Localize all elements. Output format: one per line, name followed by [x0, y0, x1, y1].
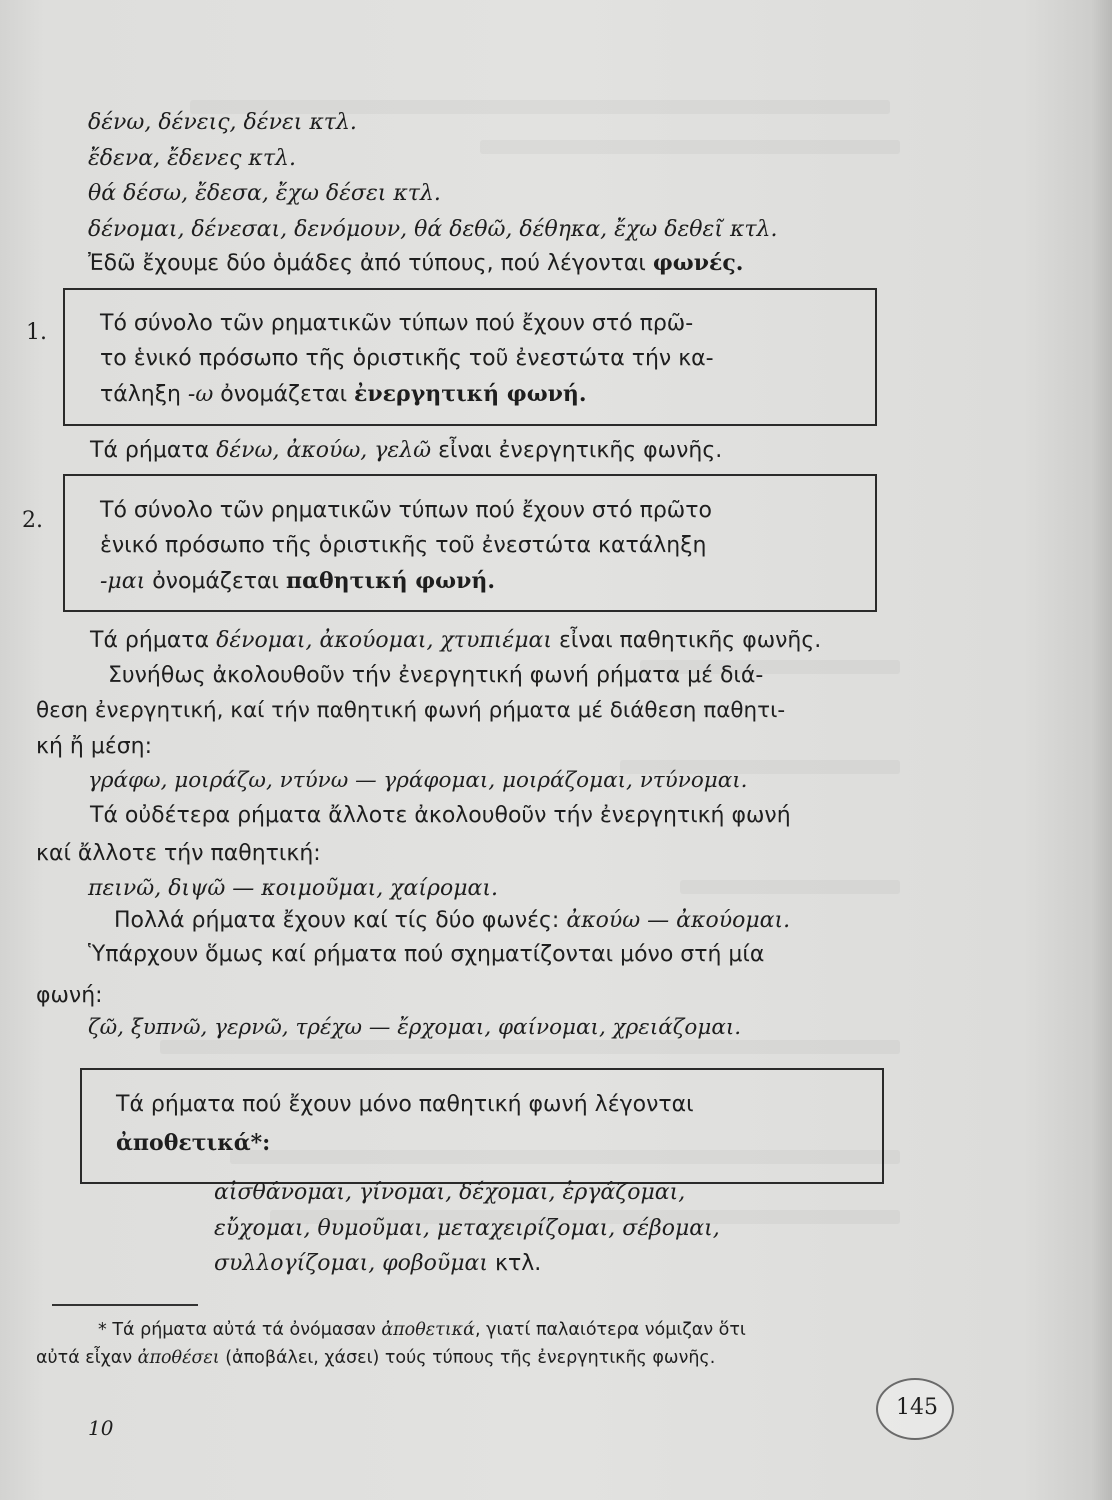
footnote-text: (ἀποβάλει, χάσει) τούς τύπους τῆς ἐνεργητικῆς φωνῆς. — [219, 1348, 716, 1368]
definition-line — [100, 383, 587, 406]
example-verbs: ζῶ, ξυπνῶ, γερνῶ, τρέχω — ἔρχομαι, φαίνομαι, χρειάζομαι. — [88, 1015, 742, 1040]
bleed-through-mark — [160, 1040, 900, 1054]
definition-line: Τό σύνολο τῶν ρηματικῶν τύπων πού ἔχουν στό πρῶ- — [100, 311, 694, 336]
example-verbs: δένομαι, ἀκούομαι, χτυπιέμαι — [216, 628, 552, 653]
etc-abbrev: κτλ. — [488, 1251, 542, 1276]
definition-text: τάληξη — [100, 382, 188, 407]
paragraph-line: καί ἄλλοτε τήν παθητική: — [36, 841, 321, 866]
example-verbs: δένω, ἀκούω, γελῶ — [216, 438, 432, 463]
paragraph-line: Συνήθως ἀκολουθοῦν τήν ἐνεργητική φωνή ρήματα μέ διά- — [108, 663, 764, 688]
example-sentence — [90, 630, 821, 652]
example-verbs: γράφω, μοιράζω, ντύνω — γράφομαι, μοιράζομαι, ντύνομαι. — [88, 768, 748, 793]
definition-line: το ἑνικό πρόσωπο τῆς ὁριστικῆς τοῦ ἐνεστώτα τήν κα- — [100, 346, 714, 371]
definition-text: ὀνομάζεται — [145, 569, 286, 594]
bleed-through-mark — [680, 880, 900, 894]
signature-mark: 10 — [88, 1416, 114, 1440]
footnote-text: * Τά ρήματα αὐτά τά ὀνόμασαν — [98, 1320, 382, 1340]
key-term-active-voice: ἐνεργητική φωνή. — [354, 381, 587, 407]
deponent-verbs — [214, 1253, 541, 1275]
footnote-text: , γιατί παλαιότερα νόμιζαν ὅτι — [474, 1320, 746, 1340]
paradigm-line: δένομαι, δένεσαι, δενόμουν, θά δεθῶ, δέθηκα, ἔχω δεθεῖ κτλ. — [88, 217, 778, 242]
footnote-term: ἀποθέσει — [137, 1348, 220, 1368]
bleed-through-mark — [480, 140, 900, 154]
key-term-deponent: ἀποθετικά*: — [116, 1130, 271, 1156]
deponent-verbs: αἰσθάνομαι, γίνομαι, δέχομαι, ἐργάζομαι, — [214, 1180, 686, 1205]
definition-line — [100, 570, 495, 593]
footnote-rule — [52, 1304, 198, 1306]
definition-line: ἑνικό πρόσωπο τῆς ὁριστικῆς τοῦ ἐνεστώτα κατάληξη — [100, 533, 707, 558]
footnote-text: αὐτά εἶχαν — [36, 1348, 138, 1368]
deponent-verbs-text: συλλογίζομαι, φοβοῦμαι — [214, 1251, 489, 1276]
definition-number: 2. — [22, 508, 43, 533]
paragraph-line: Τά οὐδέτερα ρήματα ἄλλοτε ἀκολουθοῦν τήν ἐνεργητική φωνή — [90, 803, 791, 828]
example-text: Τά ρήματα — [90, 438, 217, 463]
definition-box-deponent — [80, 1068, 884, 1184]
footnote-line — [98, 1320, 746, 1340]
intro-sentence — [88, 252, 743, 275]
paragraph-line: Ὑπάρχουν ὅμως καί ρήματα πού σχηματίζονται μόνο στή μία — [88, 942, 765, 967]
page-edge — [1090, 0, 1112, 1500]
key-term-passive-voice: παθητική φωνή. — [285, 568, 496, 594]
example-text: Τά ρήματα — [90, 628, 217, 653]
definition-number: 1. — [26, 320, 47, 345]
definition-text: ὀνομάζεται — [213, 382, 355, 407]
footnote-line — [36, 1348, 715, 1368]
deponent-verbs: εὔχομαι, θυμοῦμαι, μεταχειρίζομαι, σέβομαι, — [214, 1216, 720, 1241]
footnote-term: ἀποθετικά — [381, 1320, 475, 1340]
definition-line: Τό σύνολο τῶν ρηματικῶν τύπων πού ἔχουν στό πρῶτο — [100, 498, 712, 523]
paradigm-line: δένω, δένεις, δένει κτλ. — [88, 110, 357, 135]
paragraph-line: φωνή: — [36, 983, 103, 1008]
example-text: εἶναι ἐνεργητικῆς φωνῆς. — [431, 438, 723, 463]
definition-line: Τά ρήματα πού ἔχουν μόνο παθητική φωνή λέγονται — [116, 1092, 694, 1117]
paragraph-line: θεση ἐνεργητική, καί τήν παθητική φωνή ρήματα μέ διάθεση παθητι- — [36, 698, 786, 723]
paragraph-line: κή ἤ μέση: — [36, 734, 153, 759]
page-number: 145 — [896, 1395, 938, 1420]
paradigm-line: θά δέσω, ἔδεσα, ἔχω δέσει κτλ. — [88, 181, 441, 206]
paragraph-text: Πολλά ρήματα ἔχουν καί τίς δύο φωνές: — [114, 908, 567, 933]
example-sentence — [90, 440, 722, 462]
example-verbs: πεινῶ, διψῶ — κοιμοῦμαι, χαίρομαι. — [88, 876, 498, 901]
intro-term: φωνές. — [652, 250, 744, 276]
example-verbs: ἀκούω — ἀκούομαι. — [566, 908, 791, 933]
example-text: εἶναι παθητικῆς φωνῆς. — [552, 628, 822, 653]
paradigm-line: ἔδενα, ἔδενες κτλ. — [88, 146, 296, 171]
ending-term: -μαι — [100, 569, 146, 594]
intro-text: Ἐδῶ ἔχουμε δύο ὁμάδες ἀπό τύπους, πού λέγονται — [88, 251, 653, 276]
example-sentence — [114, 910, 790, 932]
ending-term: -ω — [187, 382, 214, 407]
